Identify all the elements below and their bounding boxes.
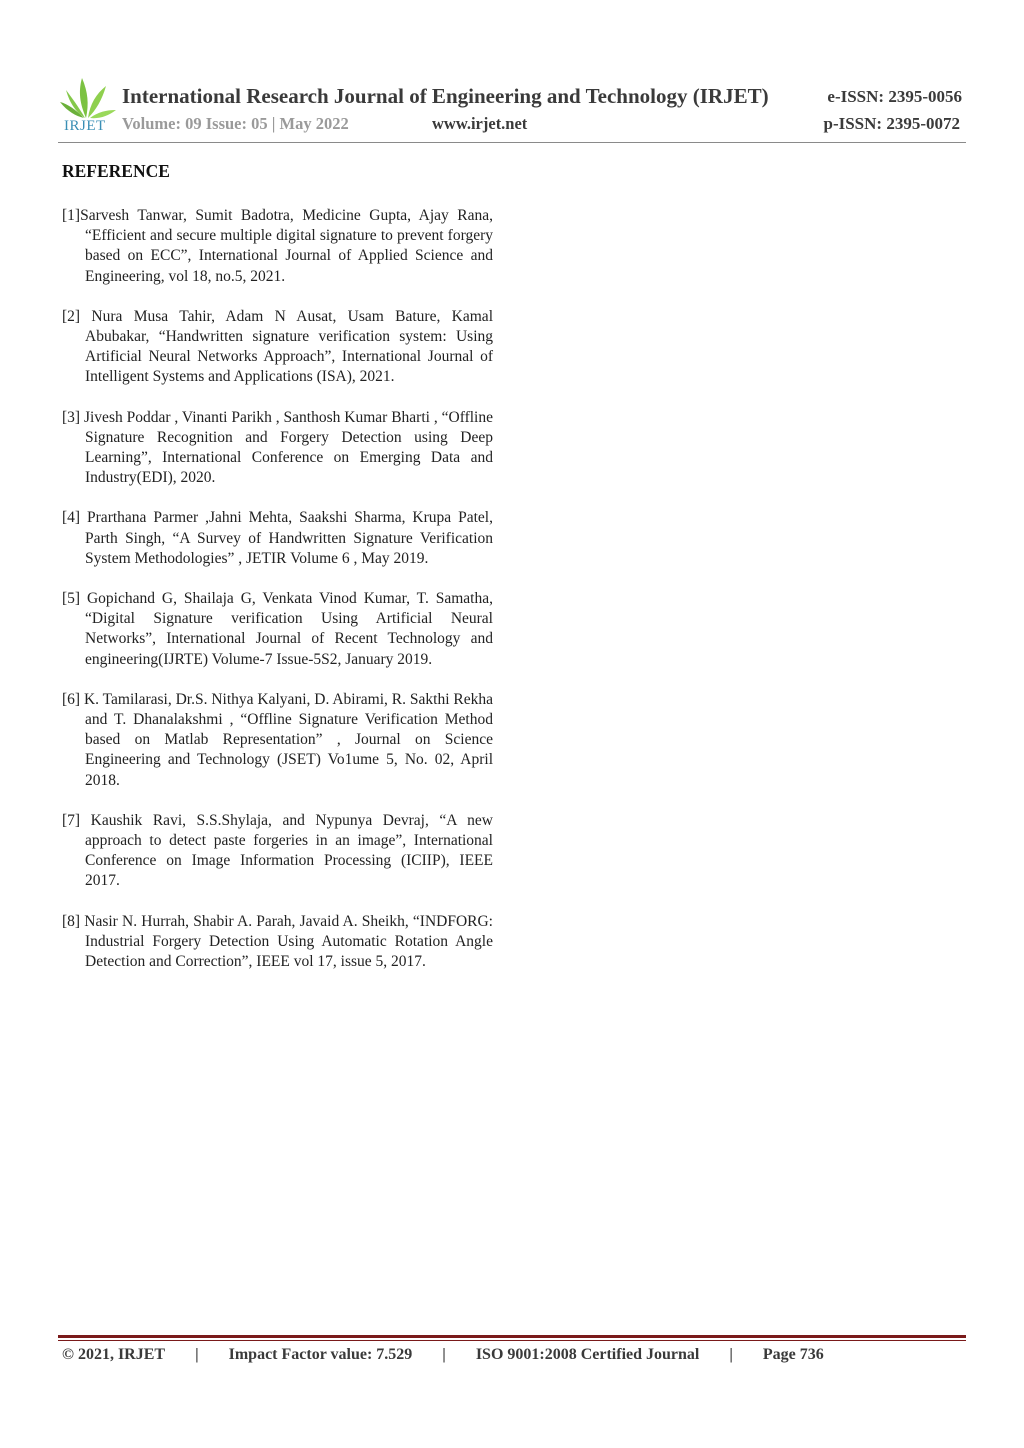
reference-item: [6] K. Tamilarasi, Dr.S. Nithya Kalyani, D. Abirami, R. Sakthi Rekha and T. Dhanalakshmi , “Offline Signature Verification Method based on Matlab Representation” , Journal on Science Engineering and Technology (JSET) Vo1ume 5, No. 02, April 2018. [62, 690, 493, 789]
journal-title: International Research Journal of Engineering and Technology (IRJET) [122, 84, 769, 108]
reference-item: [3] Jivesh Poddar , Vinanti Parikh , Santhosh Kumar Bharti , “Offline Signature Recognition and Forgery Detection using Deep Learning”, International Conference on Emerging Data and Industry(EDI), 2020. [62, 408, 493, 487]
reference-item: [7] Kaushik Ravi, S.S.Shylaja, and Nypunya Devraj, “A new approach to detect paste forgeries in an image”, International Conference on Image Information Processing (ICIIP), IEEE 2017. [62, 811, 493, 890]
page-header [58, 74, 966, 144]
footer-separator: | [442, 1346, 446, 1363]
irjet-logo [58, 74, 118, 134]
reference-item: [5] Gopichand G, Shailaja G, Venkata Vinod Kumar, T. Samatha, “Digital Signature verification Using Artificial Neural Networks”, International Journal of Recent Technology and engineering(IJRTE) Volume-7 Issue-5S2, January 2019. [62, 590, 493, 668]
p-issn: p-ISSN: 2395-0072 [823, 114, 960, 133]
footer-copyright: © 2021, IRJET [62, 1346, 166, 1363]
volume-issue: Volume: 09 Issue: 05 | May 2022 [122, 114, 349, 133]
footer-page-number: Page 736 [762, 1346, 824, 1363]
reference-item: [1]Sarvesh Tanwar, Sumit Badotra, Medicine Gupta, Ajay Rana, “Efficient and secure multiple digital signature to prevent forgery based on ECC”, International Journal of Applied Science and Engineering, vol 18, no.5, 2021. [62, 207, 493, 285]
reference-list [62, 206, 493, 992]
footer-iso: ISO 9001:2008 Certified Journal [475, 1346, 700, 1363]
logo-text: IRJET [64, 118, 106, 134]
footer-separator: | [195, 1346, 199, 1363]
footer-divider-thick [58, 1335, 966, 1338]
page-footer [62, 1346, 824, 1364]
footer-divider-thin [58, 1340, 966, 1341]
website-link[interactable]: www.irjet.net [432, 114, 528, 133]
footer-impact-factor: Impact Factor value: 7.529 [228, 1346, 413, 1363]
section-heading: REFERENCE [62, 161, 170, 181]
reference-item: [8] Nasir N. Hurrah, Shabir A. Parah, Javaid A. Sheikh, “INDFORG: Industrial Forgery Detection Using Automatic Rotation Angle Detection and Correction”, IEEE vol 17, issue 5, 2017. [62, 912, 493, 971]
footer-separator: | [729, 1346, 733, 1363]
reference-item: [2] Nura Musa Tahir, Adam N Ausat, Usam Bature, Kamal Abubakar, “Handwritten signature verification system: Using Artificial Neural Networks Approach”, International Journal of Intelligent Systems and Applications (ISA), 2021. [62, 307, 493, 386]
header-divider [58, 142, 966, 143]
reference-item: [4] Prarthana Parmer ,Jahni Mehta, Saakshi Sharma, Krupa Patel, Parth Singh, “A Survey of Handwritten Signature Verification System Methodologies” , JETIR Volume 6 , May 2019. [62, 509, 493, 567]
e-issn: e-ISSN: 2395-0056 [827, 87, 962, 106]
